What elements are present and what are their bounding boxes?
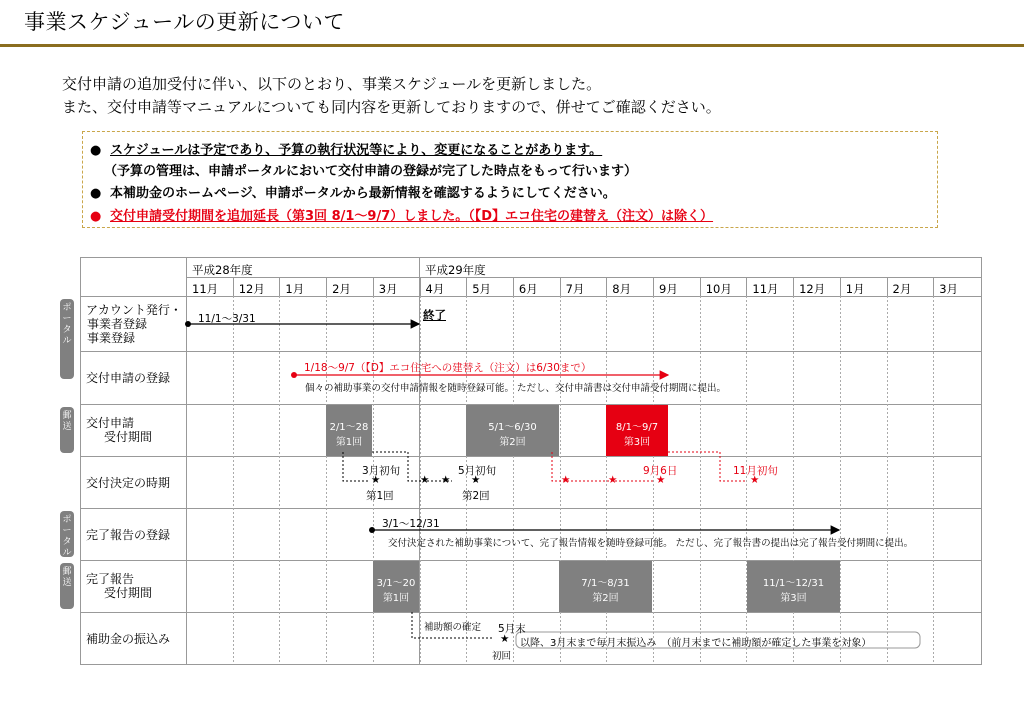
month-label: 7月 [565,282,585,296]
row-label-decision: 交付決定の時期 [86,476,171,490]
decision-r1-star: ★ [371,474,381,486]
decision-r3b-time: 11月初旬 [733,465,778,477]
month-label: 4月 [425,282,445,296]
note-1: ● スケジュールは予定であり、予算の執行状況等により、変更になることがあります。 [90,143,603,158]
decision-r3-time: 9月6日 [643,465,678,477]
report-register-note: 交付決定された補助事業について、完了報告情報を随時登録可能。 ただし、完了報告書の提出は完了報告受付期間に提出。 [388,538,914,549]
side-tag-mail-2: 郵送 [60,563,74,609]
month-label: 12月 [238,282,265,296]
report-block-3-text: 11/1～12/31 第3回 [762,578,825,604]
account-range: 11/1～3/31 [198,313,256,325]
month-label: 8月 [612,282,632,296]
page-title: 事業スケジュールの更新について [24,10,345,34]
month-label: 12月 [799,282,826,296]
row-label-apply-register: 交付申請の登録 [86,371,171,385]
month-label: 11月 [752,282,779,296]
month-label: 2月 [892,282,912,296]
apply-block-1-text: 2/1～28 第1回 [329,422,369,448]
decision-r2-time: 5月初旬 [458,465,497,477]
month-label: 1月 [845,282,865,296]
payment-note: 以降、3月末まで毎月末振込み （前月末までに補助額が確定した事業を対象） [520,638,872,649]
side-tag-mail-1: 郵送 [60,407,74,453]
payment-first: 初回 [492,651,512,662]
payment-confirm: 補助額の確定 [424,622,482,633]
decision-star-c: ★ [561,474,571,486]
payment-star: ★ [500,633,510,645]
decision-r1-round: 第1回 [366,490,394,502]
row-label-report-period: 完了報告 受付期間 [86,572,153,600]
row-label-payment: 補助金の振込み [86,632,171,646]
month-label: 3月 [378,282,398,296]
decision-r2-round: 第2回 [462,490,490,502]
decision-r1-time: 3月初旬 [362,465,401,477]
report-block-1-text: 3/1～20 第1回 [376,578,416,604]
report-register-range: 3/1～12/31 [382,518,440,530]
side-tag-portal-1: ポータル [60,299,74,379]
month-label: 5月 [472,282,492,296]
month-label: 2月 [332,282,351,296]
apply-block-3-text: 8/1～9/7 第3回 [615,422,659,448]
decision-star-a: ★ [420,474,430,486]
apply-block-2-text: 5/1～6/30 第2回 [488,422,537,448]
payment-time: 5月末 [498,623,526,635]
report-block-2-text: 7/1～8/31 第2回 [581,578,630,604]
month-label: 3月 [939,282,959,296]
note-4: ● 交付申請受付期間を追加延長（第3回 8/1～9/7）しました。（【D】エコ住宅の建替え（注文）は除く） [90,209,714,224]
note-3: ● 本補助金のホームページ、申請ポータルから最新情報を確認するようにしてください。 [90,186,616,201]
row-label-apply-period: 交付申請 受付期間 [86,416,153,444]
month-label: 9月 [659,282,678,296]
account-end: 終了 [423,308,446,322]
month-label: 6月 [518,282,538,296]
row-label-account: アカウント発行・ 事業者登録 事業登録 [86,303,182,345]
decision-star-b: ★ [441,474,451,486]
decision-r3-star: ★ [656,474,666,486]
apply-register-note: 個々の補助事業の交付申請情報を随時登録可能。 ただし、交付申請書は交付申請受付期間に提出。 [305,383,727,394]
note-2: （予算の管理は、申請ポータルにおいて交付申請の登録が完了した時点をもって行います） [104,164,638,179]
fy29-label: 平成29年度 [425,263,486,277]
month-label: 11月 [192,282,219,296]
intro-line-1: 交付申請の追加受付に伴い、以下のとおり、事業スケジュールを更新しました。 [62,75,602,93]
month-label: 10月 [705,282,732,296]
intro-line-2: また、交付申請等マニュアルについても同内容を更新しておりますので、併せてご確認ください。 [62,98,721,116]
decision-star-d: ★ [608,474,618,486]
apply-register-range: 1/18～9/7（【D】エコ住宅への建替え（注文）は6/30まで） [304,362,592,374]
decision-r3b-star: ★ [750,474,760,486]
decision-r2-star: ★ [471,474,481,486]
row-label-report-register: 完了報告の登録 [86,528,171,542]
month-label: 1月 [285,282,305,296]
side-tag-portal-2: ポータル [60,511,74,557]
fy28-label: 平成28年度 [192,263,253,277]
